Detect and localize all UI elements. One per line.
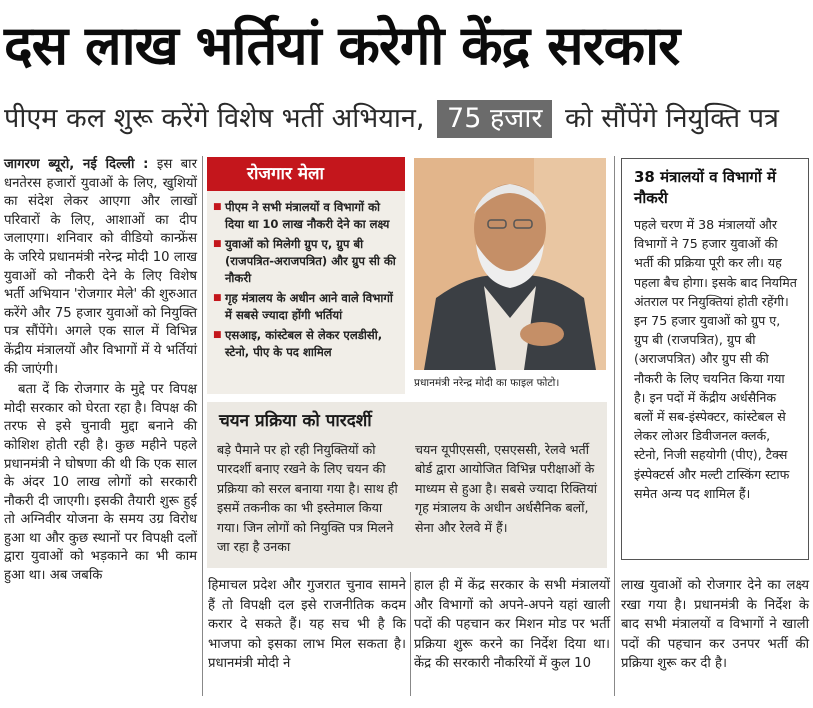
subhead-highlight: 75 हजार <box>437 100 552 138</box>
subhead-text-end: को सौंपेंगे नियुक्ति पत्र <box>564 103 779 134</box>
rozgar-bullet: ■ गृह मंत्रालय के अधीन आने वाले विभागों में सबसे ज्यादा होंगी भर्तियां <box>213 290 401 324</box>
photo-caption: प्रधानमंत्री नरेन्द्र मोदी का फाइल फोटो। <box>414 377 560 389</box>
column-rule <box>614 156 615 696</box>
left-para-2: बता दें कि रोजगार के मुद्दे पर विपक्ष मोदी सरकार को घेरता रहा है। विपक्ष की तरफ से इसे चुनावी मुद्दा बनाने की कोशिश होती रही है। कुछ महीने पहले प्रधानमंत्री ने घोषणा की थी कि एक साल के अंदर 10 लाख लोगों को सरकारी नौकरी दी जाएगी। इसकी तैयारी शुरू हुई तो अग्निवीर योजना के समय उग्र विरोध हुआ था और कुछ स्थानों पर विपक्षी दलों द्वारा युवाओं को भड़काने का भी काम हुआ था। अब जबकि <box>4 382 197 584</box>
rozgar-bullet: ■ युवाओं को मिलेगी ग्रुप ए, ग्रुप बी (राजपत्रित-अराजपत्रित) और ग्रुप सी की नौकरी <box>213 236 401 287</box>
bottom-column-4: लाख युवाओं को रोजगार देने का लक्ष्य रखा गया है। प्रधानमंत्री के निर्देश के बाद सभी मंत्रालयों व विभागों ने खाली पदों की पहचान कर उनपर भर्ती की प्रक्रिया शुरू कर दी है। <box>621 578 809 672</box>
byline: जागरण ब्यूरो, नई दिल्ली : <box>4 157 149 172</box>
rozgar-mela-box <box>207 191 405 394</box>
selection-title: चयन प्रक्रिया को पारदर्शी <box>219 411 372 431</box>
column-rule <box>202 156 203 696</box>
rozgar-bullet: ■ एसआइ, कांस्टेबल से लेकर एलडीसी, स्टेनो, पीए के पद शामिल <box>213 327 401 361</box>
bottom-column-3: हाल ही में केंद्र सरकार के सभी मंत्रालयों और विभागों को अपने-अपने यहां खाली पदों की पहचान कर मिशन मोड पर भर्ती प्रक्रिया शुरू करने का निर्देश दिया था। केंद्र की सरकारी नौकरियों में कुल 10 <box>414 578 610 672</box>
selection-text-right: चयन यूपीएससी, एसएससी, रेलवे भर्ती बोर्ड द्वारा आयोजित विभिन्न परीक्षाओं के माध्यम से हुआ है। सबसे ज्यादा रिक्तियां गृह मंत्रालय के अधीन अर्धसैनिक बलों, सेना और रेलवे में हैं। <box>415 442 598 535</box>
subheadline <box>4 96 810 142</box>
rozgar-mela-title: रोजगार मेला <box>207 157 405 191</box>
left-para-1: इस बार धनतेरस हजारों युवाओं के लिए, खुशियों का संदेश लेकर आएगा और लाखों परिवारों के लिए, आशाओं का दीप जलाएगा। शनिवार को वीडियो कान्फ्रेंस के जरिये प्रधानमंत्री नरेन्द्र मोदी 10 लाख युवाओं को नौकरी देने के लिए विशेष भर्ती अभियान 'रोजगार मेले' की शुरुआत करेंगे और 75 हजार युवाओं को नियुक्ति पत्र सौंपेंगे। अगले एक साल में विभिन्न केंद्रीय मंत्रालयों और विभागों में ये भर्तियां की जाएंगी। <box>4 157 197 377</box>
subhead-text-start: पीएम कल शुरू करेंगे विशेष भर्ती अभियान, <box>4 103 425 134</box>
pm-photo <box>414 158 606 370</box>
left-column <box>4 156 197 584</box>
sidebar-text: पहले चरण में 38 मंत्रालयों और विभागों ने 75 हजार युवाओं की भर्ती की प्रक्रिया पूरी कर ली। यह पहला बैच होगा। इसके बाद नियमित अंतराल पर नियुक्तियां होती रहेंगी। इन 75 हजार युवाओं को ग्रुप ए, ग्रुप बी (राजपत्रित), ग्रुप बी (अराजपत्रित) और ग्रुप सी की नौकरी के लिए चयनित किया गया है। इन पदों में केंद्रीय अर्धसैनिक बलों में सब-इंस्पेक्टर, कांस्टेबल से लेकर लोअर डिवीजनल क्लर्क, स्टेनो, निजी सहयोगी (पीए), टैक्स इंस्पेक्टर्स और मल्टी टास्किंग स्टाफ समेत अन्य पद शामिल हैं। <box>634 217 797 501</box>
rozgar-bullet: ■ पीएम ने सभी मंत्रालयों व विभागों को दिया था 10 लाख नौकरी देने का लक्ष्य <box>213 199 401 233</box>
sidebar-box <box>621 158 809 560</box>
sidebar-title: 38 मंत्रालयों व विभागों में नौकरी <box>634 168 776 207</box>
bottom-column-2: हिमाचल प्रदेश और गुजरात चुनाव सामने हैं तो विपक्षी दल इसे राजनीतिक कदम करार दे सकते हैं। यह सच भी है कि भाजपा को इसका लाभ मिल सकता है। प्रधानमंत्री मोदी ने <box>208 578 406 672</box>
selection-panel <box>207 402 607 568</box>
column-rule <box>410 572 411 696</box>
headline: दस लाख भर्तियां करेगी केंद्र सरकार <box>4 14 680 77</box>
selection-text-left: बड़े पैमाने पर हो रही नियुक्तियों को पारदर्शी बनाए रखने के लिए चयन की प्रक्रिया को सरल बनाया गया है। साथ ही इसमें तकनीक का भी इस्तेमाल किया गया। जिन लोगों को नियुक्ति पत्र मिलने जा रहा है उनका <box>217 442 398 555</box>
